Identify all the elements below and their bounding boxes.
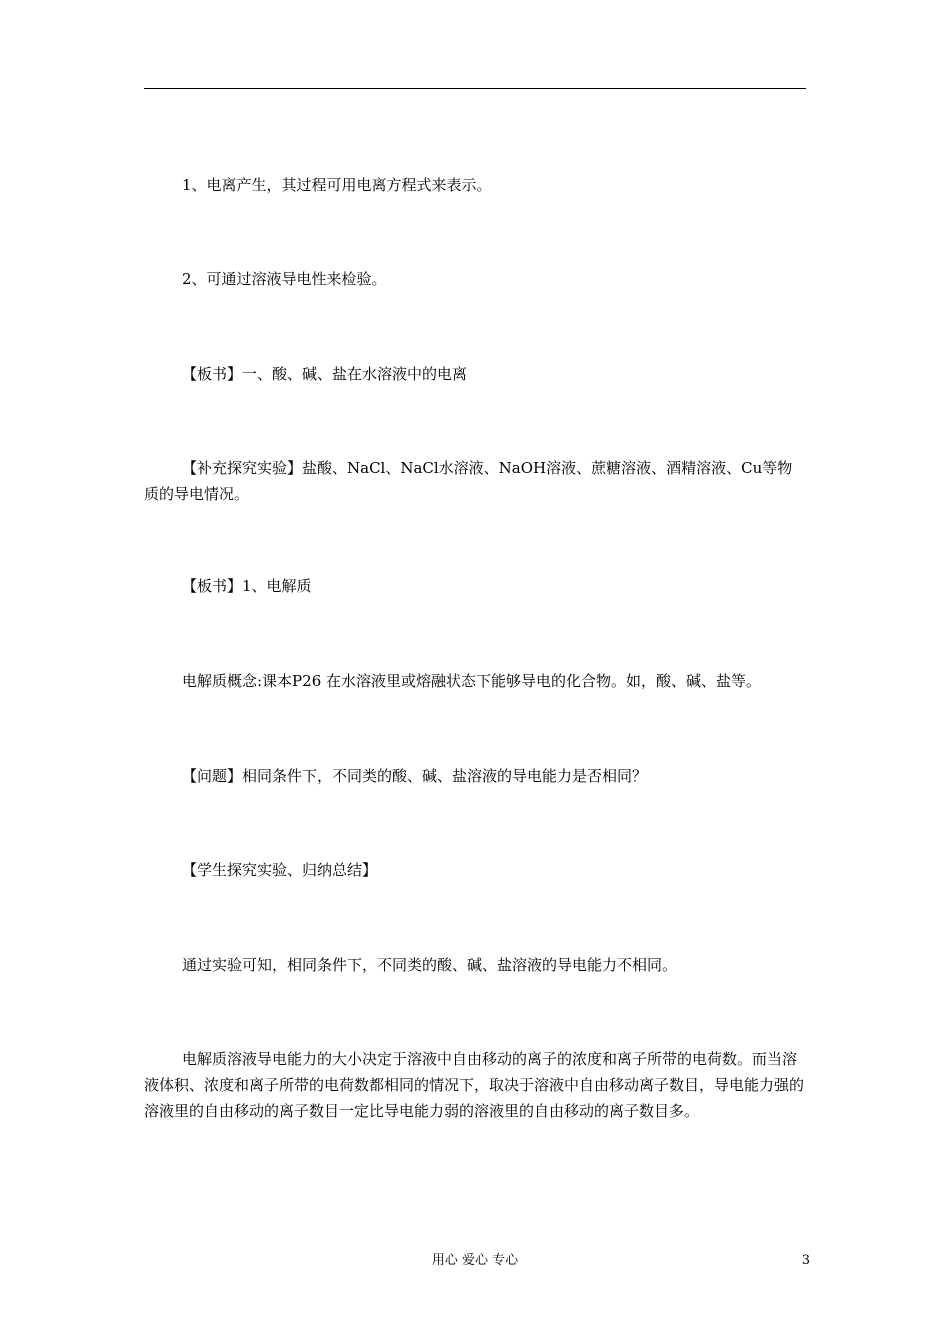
paragraph-conductivity-explanation: 电解质溶液导电能力的大小决定于溶液中自由移动的离子的浓度和离子所带的电荷数。而当溶液体积、浓度和离子所带的电荷数都相同的情况下，取决于溶液中自由移动离子数目，导电能力强的溶液里的自由移动的离子数目一定比导电能力弱的溶液里的自由移动的离子数目多。 [144,1050,805,1120]
paragraph-board-electrolyte: 【板书】1、电解质 [182,577,312,595]
footer-slogan: 用心 爱心 专心 [431,1253,519,1268]
paragraph-board-heading: 【板书】一、酸、碱、盐在水溶液中的电离 [182,365,468,383]
paragraph-electrolyte-concept: 电解质概念:课本P26 在水溶液里或熔融状态下能够导电的化合物。如，酸、碱、盐等。 [182,672,762,690]
paragraph-student-experiment: 【学生探究实验、归纳总结】 [182,861,378,879]
paragraph-experiment-result: 通过实验可知，相同条件下，不同类的酸、碱、盐溶液的导电能力不相同。 [182,956,678,974]
header-rule [144,88,806,89]
page-number: 3 [801,1253,810,1268]
paragraph-conductivity-test: 2、可通过溶液导电性来检验。 [182,270,387,288]
paragraph-ionization-process: 1、电离产生，其过程可用电离方程式来表示。 [182,176,492,194]
paragraph-supplementary-experiment: 【补充探究实验】盐酸、NaCl、NaCl水溶液、NaOH溶液、蔗糖溶液、酒精溶液、Cu等物质的导电情况。 [144,459,793,503]
paragraph-question: 【问题】相同条件下，不同类的酸、碱、盐溶液的导电能力是否相同？ [182,767,648,785]
